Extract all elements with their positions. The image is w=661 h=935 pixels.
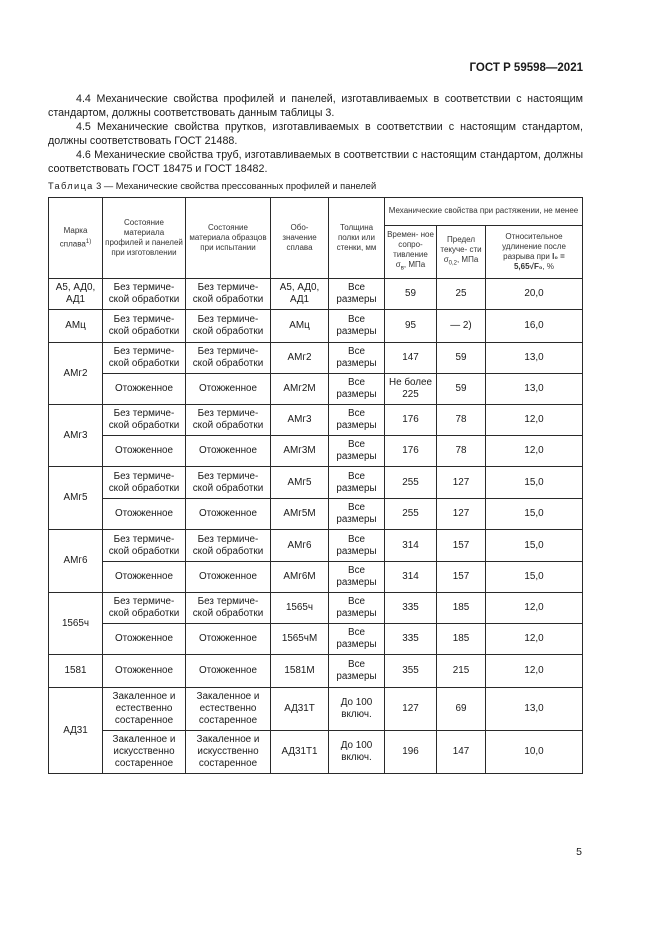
cell-thickness: Все размеры — [329, 655, 385, 688]
cell-state-test: Без термиче- ской обработки — [186, 467, 271, 499]
cell-grade: 1581 — [49, 655, 103, 688]
cell-thickness: Все размеры — [329, 530, 385, 562]
header-designation: Обо- значение сплава — [271, 198, 329, 279]
cell-state-made: Отожженное — [103, 624, 186, 655]
cell-grade: АМг6 — [49, 530, 103, 593]
cell-state-made: Закаленное и естественно состаренное — [103, 688, 186, 731]
cell-thickness: Все размеры — [329, 593, 385, 624]
cell-state-made: Без термиче- ской обработки — [103, 467, 186, 499]
cell-designation: АД31Т — [271, 688, 329, 731]
cell-thickness: Все размеры — [329, 374, 385, 405]
cell-state-test: Без термиче- ской обработки — [186, 343, 271, 374]
cell-state-made: Без термиче- ской обработки — [103, 279, 186, 310]
cell-thickness: Все размеры — [329, 624, 385, 655]
cell-tensile: 335 — [385, 593, 437, 624]
cell-thickness: Все размеры — [329, 499, 385, 530]
header-thickness: Толщина полки или стенки, мм — [329, 198, 385, 279]
table-row — [49, 624, 583, 655]
cell-yield: 69 — [437, 688, 486, 731]
cell-designation: АМг5 — [271, 467, 329, 499]
cell-designation: 1581М — [271, 655, 329, 688]
cell-state-made: Без термиче- ской обработки — [103, 530, 186, 562]
cell-state-test: Закаленное и искусственно состаренное — [186, 731, 271, 774]
cell-elongation: 12,0 — [486, 436, 583, 467]
cell-state-test: Отожженное — [186, 436, 271, 467]
cell-designation: АД31Т1 — [271, 731, 329, 774]
cell-state-made: Отожженное — [103, 499, 186, 530]
cell-grade: А5, АД0, АД1 — [49, 279, 103, 310]
cell-state-made: Отожженное — [103, 562, 186, 593]
cell-grade: АМг2 — [49, 343, 103, 405]
cell-thickness: До 100 включ. — [329, 731, 385, 774]
cell-yield: 185 — [437, 624, 486, 655]
cell-designation: АМг3 — [271, 405, 329, 436]
cell-tensile: 196 — [385, 731, 437, 774]
cell-elongation: 13,0 — [486, 688, 583, 731]
cell-state-made: Отожженное — [103, 655, 186, 688]
cell-state-made: Без термиче- ской обработки — [103, 310, 186, 343]
cell-tensile: 95 — [385, 310, 437, 343]
cell-state-made: Без термиче- ской обработки — [103, 593, 186, 624]
document-number: ГОСТ Р 59598—2021 — [469, 62, 583, 74]
body-text — [48, 93, 583, 178]
table-row — [49, 593, 583, 624]
cell-designation: АМг3М — [271, 436, 329, 467]
cell-state-test: Без термиче- ской обработки — [186, 530, 271, 562]
header-yield-strength: Предел текуче- сти $\sigma_{0,2}$, МПа — [437, 226, 486, 279]
header-tensile-group: Механические свойства при растяжении, не менее — [385, 198, 583, 226]
table-row — [49, 655, 583, 688]
mechanical-properties-table — [48, 197, 583, 774]
paragraph-4-4: 4.4 Механические свойства профилей и панелей, изготавливаемых в соответствии с настоящим стандартом, должны соответствовать данным таблицы 3. — [48, 93, 583, 119]
cell-elongation: 12,0 — [486, 624, 583, 655]
cell-elongation: 12,0 — [486, 405, 583, 436]
header-tensile-strength: Времен- ное сопро- тивление $\sigma_в$, МПа — [385, 226, 437, 279]
table-row — [49, 499, 583, 530]
cell-yield: 59 — [437, 343, 486, 374]
cell-designation: 1565ч — [271, 593, 329, 624]
cell-tensile: Не более 225 — [385, 374, 437, 405]
cell-elongation: 16,0 — [486, 310, 583, 343]
cell-elongation: 12,0 — [486, 655, 583, 688]
cell-elongation: 13,0 — [486, 374, 583, 405]
cell-elongation: 13,0 — [486, 343, 583, 374]
cell-yield: 185 — [437, 593, 486, 624]
cell-tensile: 127 — [385, 688, 437, 731]
cell-state-test: Закаленное и естественно состаренное — [186, 688, 271, 731]
cell-designation: АМг6М — [271, 562, 329, 593]
cell-thickness: До 100 включ. — [329, 688, 385, 731]
cell-tensile: 176 — [385, 405, 437, 436]
cell-state-test: Отожженное — [186, 562, 271, 593]
page-number: 5 — [576, 846, 582, 858]
cell-state-made: Без термиче- ской обработки — [103, 343, 186, 374]
cell-elongation: 20,0 — [486, 279, 583, 310]
table-row — [49, 436, 583, 467]
table-row — [49, 530, 583, 562]
cell-state-made: Отожженное — [103, 436, 186, 467]
table-row — [49, 467, 583, 499]
cell-state-test: Без термиче- ской обработки — [186, 310, 271, 343]
cell-elongation: 10,0 — [486, 731, 583, 774]
cell-elongation: 15,0 — [486, 530, 583, 562]
cell-state-test: Отожженное — [186, 624, 271, 655]
cell-state-test: Без термиче- ской обработки — [186, 279, 271, 310]
cell-yield: 25 — [437, 279, 486, 310]
cell-yield: 157 — [437, 562, 486, 593]
cell-designation: АМг2М — [271, 374, 329, 405]
cell-yield: 127 — [437, 467, 486, 499]
elongation-formula: l₀ = 5,65√F₀ — [513, 252, 565, 272]
cell-state-made: Отожженное — [103, 374, 186, 405]
cell-yield: 127 — [437, 499, 486, 530]
cell-yield: 78 — [437, 405, 486, 436]
cell-designation: 1565чМ — [271, 624, 329, 655]
paragraph-4-5: 4.5 Механические свойства прутков, изготавливаемых в соответствии с настоящим стандартом, должны соответствовать ГОСТ 21488. — [48, 121, 583, 147]
table-caption — [48, 181, 376, 191]
cell-thickness: Все размеры — [329, 562, 385, 593]
cell-thickness: Все размеры — [329, 405, 385, 436]
cell-designation: А5, АД0, АД1 — [271, 279, 329, 310]
cell-designation: АМг5М — [271, 499, 329, 530]
cell-yield: 147 — [437, 731, 486, 774]
table-row — [49, 374, 583, 405]
cell-tensile: 59 — [385, 279, 437, 310]
cell-designation: АМц — [271, 310, 329, 343]
cell-designation: АМг2 — [271, 343, 329, 374]
cell-tensile: 314 — [385, 530, 437, 562]
table-row — [49, 562, 583, 593]
cell-elongation: 15,0 — [486, 562, 583, 593]
cell-grade: 1565ч — [49, 593, 103, 655]
cell-grade: АМг3 — [49, 405, 103, 467]
cell-yield: 78 — [437, 436, 486, 467]
cell-elongation: 12,0 — [486, 593, 583, 624]
table-row — [49, 279, 583, 310]
cell-yield: 215 — [437, 655, 486, 688]
header-state-made: Состояние материала профилей и панелей при изготовлении — [103, 198, 186, 279]
cell-tensile: 355 — [385, 655, 437, 688]
cell-tensile: 255 — [385, 499, 437, 530]
cell-grade: АМц — [49, 310, 103, 343]
cell-elongation: 15,0 — [486, 467, 583, 499]
cell-yield: — 2) — [437, 310, 486, 343]
cell-yield: 157 — [437, 530, 486, 562]
cell-state-made: Без термиче- ской обработки — [103, 405, 186, 436]
header-grade: Марка сплава$^{1)}$ — [49, 198, 103, 279]
cell-state-test: Без термиче- ской обработки — [186, 405, 271, 436]
cell-tensile: 314 — [385, 562, 437, 593]
table-row — [49, 310, 583, 343]
paragraph-4-6: 4.6 Механические свойства труб, изготавливаемых в соответствии с настоящим стандартом, должны соответствовать ГОСТ 18475 и ГОСТ 18482. — [48, 149, 583, 175]
cell-designation: АМг6 — [271, 530, 329, 562]
cell-tensile: 335 — [385, 624, 437, 655]
header-state-test: Состояние материала образцов при испытании — [186, 198, 271, 279]
table-caption-prefix: Таблица — [48, 181, 94, 191]
table-caption-text: 3 — Механические свойства прессованных профилей и панелей — [96, 181, 377, 191]
cell-state-test: Отожженное — [186, 655, 271, 688]
table-row — [49, 405, 583, 436]
cell-thickness: Все размеры — [329, 279, 385, 310]
cell-grade: АМг5 — [49, 467, 103, 530]
cell-tensile: 255 — [385, 467, 437, 499]
cell-grade: АД31 — [49, 688, 103, 774]
cell-elongation: 15,0 — [486, 499, 583, 530]
cell-thickness: Все размеры — [329, 436, 385, 467]
table-row — [49, 731, 583, 774]
cell-tensile: 147 — [385, 343, 437, 374]
cell-thickness: Все размеры — [329, 467, 385, 499]
cell-state-made: Закаленное и искусственно состаренное — [103, 731, 186, 774]
cell-tensile: 176 — [385, 436, 437, 467]
cell-thickness: Все размеры — [329, 343, 385, 374]
table-row — [49, 688, 583, 731]
cell-state-test: Отожженное — [186, 499, 271, 530]
header-elongation: Относительное удлинение после разрыва при l₀ = 5,65√F₀, % — [486, 226, 583, 279]
cell-yield: 59 — [437, 374, 486, 405]
cell-thickness: Все размеры — [329, 310, 385, 343]
cell-state-test: Без термиче- ской обработки — [186, 593, 271, 624]
cell-state-test: Отожженное — [186, 374, 271, 405]
table-row — [49, 343, 583, 374]
